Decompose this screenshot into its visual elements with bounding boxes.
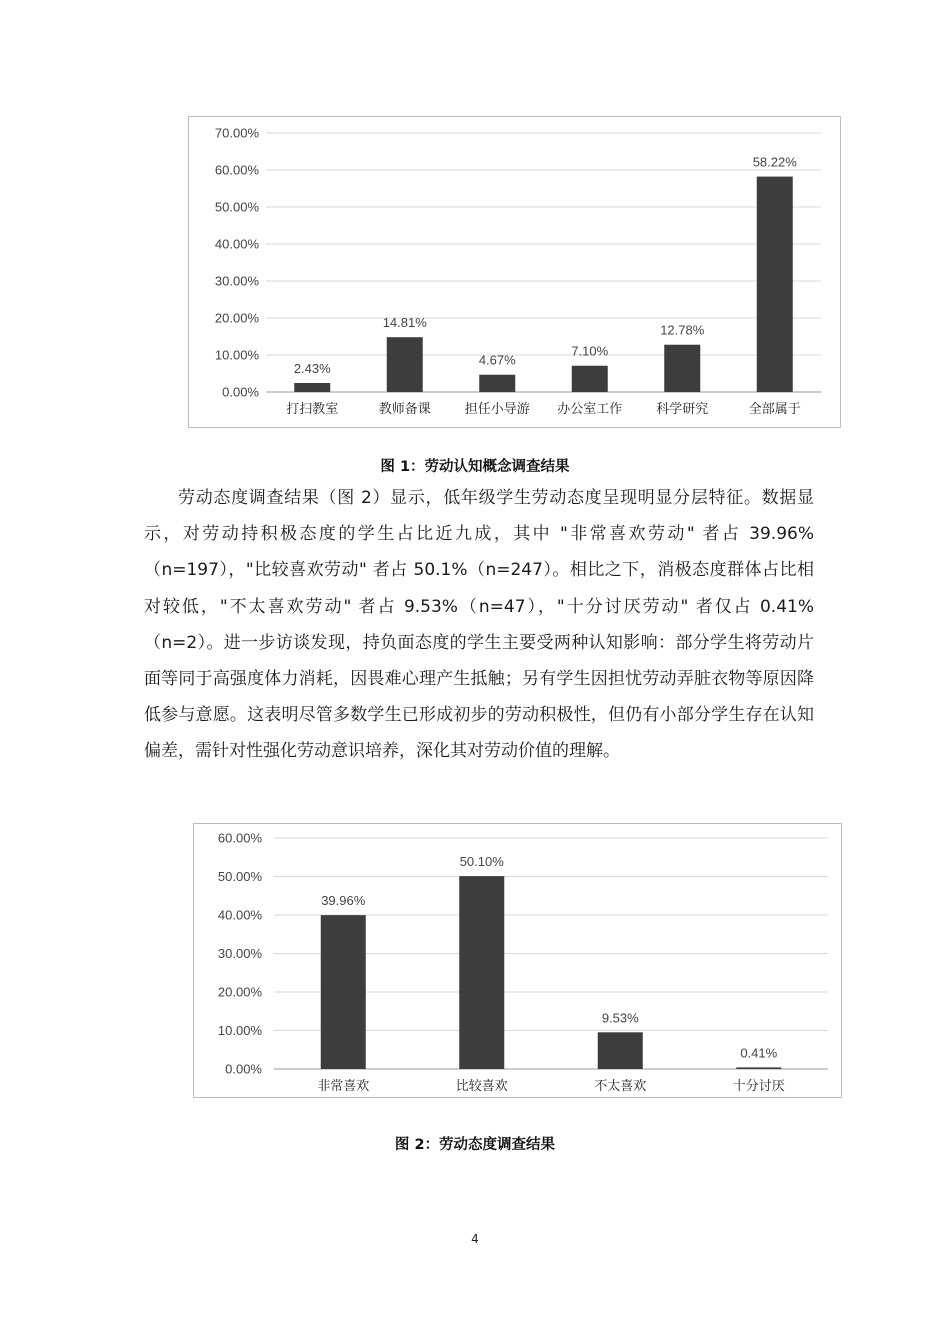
page-number: 4 (471, 1232, 479, 1246)
data-label: 4.67% (478, 352, 516, 368)
y-tick-label: 10.00% (214, 347, 259, 363)
data-label: 0.41% (740, 1045, 778, 1061)
bar (664, 345, 700, 392)
bar (572, 366, 608, 392)
y-tick-label: 50.00% (214, 199, 259, 215)
data-label: 58.22% (752, 154, 797, 170)
bar (294, 383, 330, 392)
bar (479, 375, 515, 392)
bar (598, 1032, 643, 1069)
x-category-label: 比较喜欢 (455, 1079, 508, 1094)
y-tick-label: 20.00% (214, 310, 259, 326)
y-tick-label: 0.00% (222, 384, 259, 400)
y-tick-label: 60.00% (214, 162, 259, 178)
data-label: 9.53% (601, 1010, 639, 1026)
bar (736, 1067, 781, 1069)
paragraph-text: 劳动态度调查结果（图 2）显示，低年级学生劳动态度呈现明显分层特征。数据显示，对劳动持积极态度的学生占比近九成，其中 "非常喜欢劳动" 者占 39.96%（n=197），"比较喜欢劳动" 者占 50.1%（n=247）。相比之下，消极态度群体占比相对较低，"不太喜欢劳动" 者占 9.53%（n=47），"十分讨厌劳动" 者仅占 0.41%（n=2）。进一步访谈发现，持负面态度的学生主要受两种认知影响：部分学生将劳动片面等同于高强度体力消耗，因畏难心理产生抵触；另有学生因担忧劳动弄脏衣物等原因降低参与意愿。这表明尽管多数学生已形成初步的劳动积极性，但仍有小部分学生存在认知偏差，需针对性强化劳动意识培养，深化其对劳动价值的理解。 (144, 488, 814, 762)
x-category-label: 非常喜欢 (317, 1079, 370, 1094)
bar (757, 177, 793, 392)
y-tick-label: 30.00% (217, 946, 262, 961)
y-tick-label: 10.00% (217, 1023, 262, 1038)
y-tick-label: 30.00% (214, 273, 259, 289)
data-label: 50.10% (459, 854, 504, 870)
y-tick-label: 0.00% (225, 1061, 262, 1077)
y-tick-label: 60.00% (217, 830, 262, 846)
x-category-label: 不太喜欢 (594, 1079, 647, 1094)
bar (459, 876, 504, 1069)
x-category-label: 十分讨厌 (732, 1079, 785, 1094)
body-paragraph (144, 480, 814, 770)
x-category-label: 办公室工作 (557, 402, 623, 417)
y-tick-label: 50.00% (217, 869, 262, 884)
y-tick-label: 40.00% (217, 907, 262, 923)
x-category-label: 科学研究 (656, 402, 709, 417)
figure-1-chart (188, 116, 841, 428)
data-label: 12.78% (660, 322, 705, 338)
data-label: 39.96% (321, 893, 366, 909)
x-category-label: 打扫教室 (286, 402, 339, 417)
data-label: 14.81% (382, 315, 427, 331)
figure-2-chart (193, 823, 842, 1098)
y-tick-label: 40.00% (214, 236, 259, 252)
data-label: 7.10% (571, 343, 609, 359)
x-category-label: 担任小导游 (464, 402, 530, 417)
x-category-label: 全部属于 (748, 402, 801, 417)
figure-1-caption: 图 1：劳动认知概念调查结果 (380, 459, 570, 475)
figure-2-caption: 图 2：劳动态度调查结果 (394, 1137, 556, 1153)
data-label: 2.43% (293, 361, 331, 377)
bar (387, 337, 423, 392)
y-tick-label: 20.00% (217, 984, 262, 1000)
x-category-label: 教师备课 (378, 402, 431, 417)
y-tick-label: 70.00% (214, 125, 259, 141)
chart-2-svg (194, 824, 841, 1097)
chart-1-svg (189, 117, 840, 427)
bar (321, 915, 366, 1069)
